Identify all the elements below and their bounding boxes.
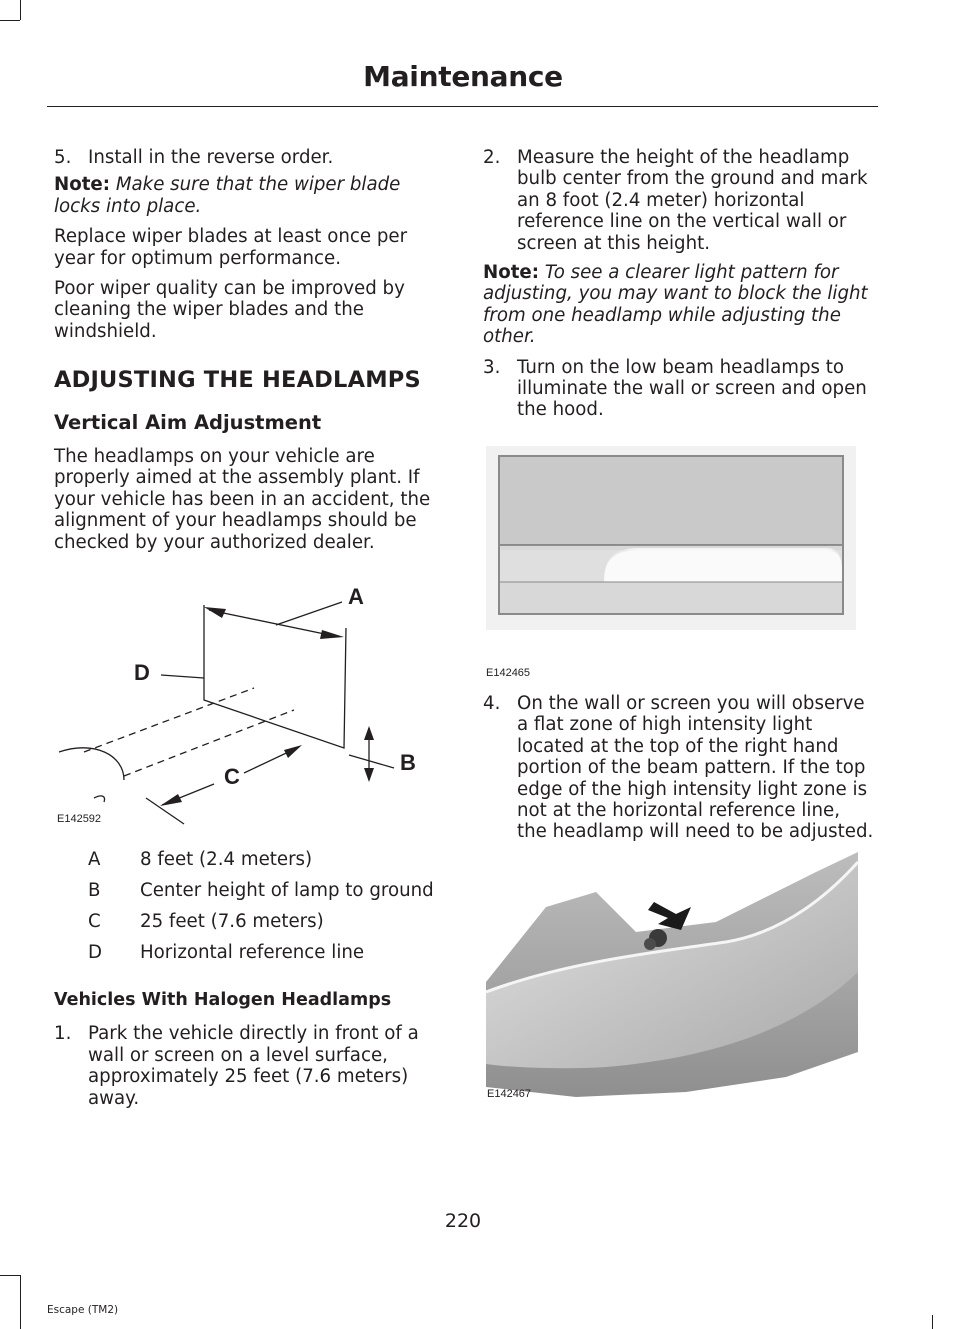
dimension-b-leader — [349, 755, 394, 768]
paragraph: The headlamps on your vehicle are properly aimed at the assembly plant. If your vehicle has been in an accident, the alignment of your headlamps should be checked by your authorized dealer. — [54, 446, 431, 553]
legend-key: A — [88, 849, 101, 870]
footer-model: Escape (TM2) — [47, 1304, 119, 1316]
figure-legend — [54, 849, 454, 963]
right-column — [483, 147, 875, 421]
crop-mark — [20, 1275, 21, 1329]
reference-line-d — [161, 675, 204, 678]
dimension-a-line — [209, 610, 339, 637]
legend-row — [54, 911, 454, 932]
legend-value: 8 feet (2.4 meters) — [140, 849, 313, 870]
dark-zone — [500, 457, 842, 545]
beam-line — [124, 710, 294, 776]
arrowhead — [160, 794, 182, 806]
step-1 — [54, 1023, 449, 1109]
arrowhead — [320, 630, 344, 639]
crop-mark — [20, 0, 21, 20]
beam-line — [84, 688, 254, 752]
step-number: 4. — [483, 693, 501, 714]
figure-id: E142465 — [486, 667, 531, 679]
legend-key: D — [88, 942, 103, 963]
vehicle-headlamp-outline — [59, 748, 124, 802]
label-a: A — [348, 584, 364, 609]
right-column-mid — [483, 693, 875, 843]
note-text: Make sure that the wiper blade locks into place. — [54, 174, 401, 217]
legend-key: C — [88, 911, 101, 932]
left-column — [54, 147, 449, 553]
step-text: Measure the height of the headlamp bulb center from the ground and mark an 8 foot (2.4 meter) horizontal reference line on the vertical wall or screen at this height. — [517, 147, 868, 254]
arrowhead — [204, 607, 226, 618]
legend-value: Center height of lamp to ground — [140, 880, 434, 901]
legend-row — [54, 942, 454, 963]
note — [483, 262, 875, 348]
step-5 — [54, 147, 449, 168]
paragraph: Poor wiper quality can be improved by cleaning the wiper blades and the windshield. — [54, 278, 405, 342]
crop-mark — [0, 1275, 20, 1276]
page-title: Maintenance — [363, 60, 563, 93]
section-heading: ADJUSTING THE HEADLAMPS — [54, 367, 421, 394]
label-b: B — [400, 750, 416, 775]
adjuster-screw-detail — [644, 938, 656, 950]
step-text: Turn on the low beam headlamps to illuminate the wall or screen and open the hood. — [517, 356, 867, 421]
note-label: Note: — [54, 174, 111, 196]
legend-row — [54, 880, 454, 901]
step-text: Park the vehicle directly in front of a wall or screen on a level surface, approximately 25 feet (7.6 meters) away. — [88, 1023, 419, 1109]
legend-row — [54, 849, 454, 870]
note-text: To see a clearer light pattern for adjusting, you may want to block the light from one headlamp while adjusting the other. — [483, 262, 868, 348]
arrowhead — [284, 745, 302, 758]
note-label: Note: — [483, 262, 540, 284]
headlamp-adjuster-figure — [486, 852, 860, 1102]
crop-mark — [932, 1315, 933, 1329]
arrowhead — [364, 726, 374, 740]
step-number: 5. — [54, 147, 72, 168]
label-d: D — [134, 660, 150, 685]
note — [54, 174, 449, 217]
page-number: 220 — [444, 1210, 482, 1232]
legend-value: Horizontal reference line — [140, 942, 365, 963]
legend-key: B — [88, 880, 101, 901]
step-2 — [483, 147, 875, 254]
arrowhead — [364, 768, 374, 782]
title-rule — [47, 106, 878, 107]
label-c: C — [224, 764, 240, 789]
step-text: Install in the reverse order. — [88, 147, 334, 168]
step-text: On the wall or screen you will observe a flat zone of high intensity light located at the top of the right hand portion of the beam pattern. If the top edge of the high intensity light zone is not at the horizontal reference line, the headlamp will need to be adjusted. — [517, 693, 874, 843]
step-number: 3. — [483, 356, 501, 378]
legend-value: 25 feet (7.6 meters) — [140, 911, 324, 932]
beam-pattern-figure — [486, 446, 856, 630]
step-number: 2. — [483, 147, 501, 168]
headlamp-aim-diagram — [54, 580, 454, 830]
subsection-heading: Vehicles With Halogen Headlamps — [54, 990, 392, 1010]
subsection-heading: Vertical Aim Adjustment — [54, 410, 322, 434]
dimension-a-leader — [276, 602, 342, 625]
crop-mark — [0, 20, 20, 21]
step-4 — [483, 693, 875, 843]
figure-id: E142592 — [57, 813, 102, 825]
paragraph: Replace wiper blades at least once per year for optimum performance. — [54, 226, 408, 269]
step-3 — [483, 357, 875, 421]
wall-screen-outline — [204, 605, 346, 748]
bright-zone — [604, 550, 842, 582]
figure-id: E142467 — [487, 1088, 532, 1100]
step-number: 1. — [54, 1023, 72, 1045]
left-column-bottom — [54, 990, 449, 1109]
